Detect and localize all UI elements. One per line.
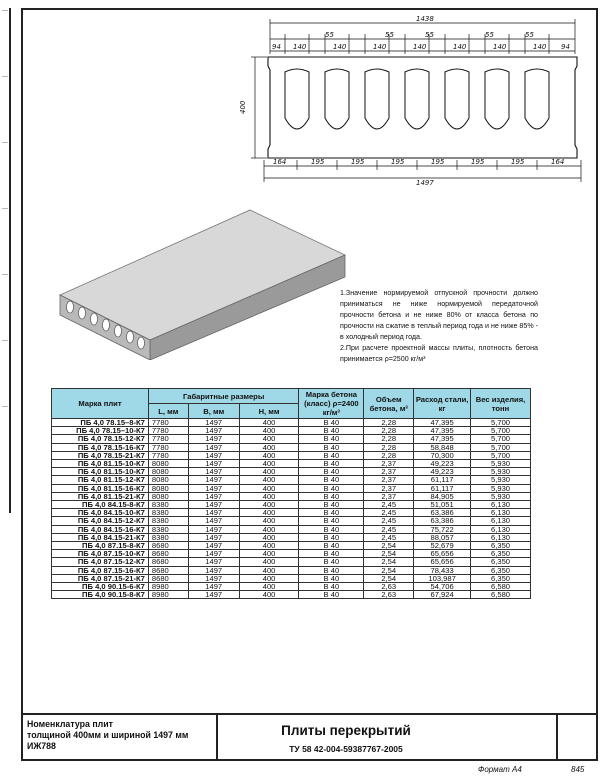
- table-cell: 1497: [188, 460, 239, 468]
- table-cell: 2,45: [364, 509, 414, 517]
- table-cell: 8380: [148, 509, 188, 517]
- table-cell: 400: [239, 574, 299, 582]
- table-cell: 400: [239, 591, 299, 599]
- table-cell: В 40: [299, 492, 364, 500]
- table-cell: В 40: [299, 484, 364, 492]
- table-cell: ПБ 4,0 84.15-16-К7: [52, 525, 149, 533]
- table-cell: 5,930: [471, 492, 531, 500]
- table-cell: В 40: [299, 558, 364, 566]
- table-cell: 5,930: [471, 460, 531, 468]
- table-cell: 5,700: [471, 427, 531, 435]
- table-cell: 2,28: [364, 419, 414, 427]
- table-cell: 1497: [188, 443, 239, 451]
- table-cell: 6,350: [471, 574, 531, 582]
- table-cell: 6,350: [471, 542, 531, 550]
- table-cell: 1497: [188, 427, 239, 435]
- dim-top: 140: [293, 43, 307, 51]
- table-cell: 61,117: [414, 476, 471, 484]
- table-cell: ПБ 4,0 81.15-10-К7: [52, 460, 149, 468]
- table-body: [52, 419, 531, 599]
- table-cell: 7780: [148, 427, 188, 435]
- table-cell: 8080: [148, 460, 188, 468]
- table-cell: 52,679: [414, 542, 471, 550]
- notes-block: [340, 288, 538, 365]
- table-cell: 2,28: [364, 443, 414, 451]
- table-cell: 2,37: [364, 484, 414, 492]
- table-cell: 8080: [148, 476, 188, 484]
- table-cell: 61,117: [414, 484, 471, 492]
- table-cell: ПБ 4,0 90.15-8-К7: [52, 591, 149, 599]
- table-cell: ПБ 4,0 84.15-12-К7: [52, 517, 149, 525]
- table-cell: ПБ 4,0 87.15-16-К7: [52, 566, 149, 574]
- table-cell: 1497: [188, 509, 239, 517]
- table-cell: 2,37: [364, 492, 414, 500]
- table-cell: В 40: [299, 583, 364, 591]
- table-cell: ПБ 4,0 87.15-8-К7: [52, 542, 149, 550]
- table-cell: 5,700: [471, 451, 531, 459]
- table-cell: 6,580: [471, 583, 531, 591]
- table-cell: 1497: [188, 517, 239, 525]
- description-line-1: Номенклатура плит: [27, 719, 113, 729]
- table-cell: 400: [239, 451, 299, 459]
- table-cell: ПБ 4,0 78.15-21-К7: [52, 451, 149, 459]
- table-cell: ПБ 4,0 81.15-12-К7: [52, 476, 149, 484]
- table-cell: ПБ 4,0 87.15-10-К7: [52, 550, 149, 558]
- table-cell: 49,223: [414, 468, 471, 476]
- table-cell: 7780: [148, 419, 188, 427]
- table-cell: 5,930: [471, 484, 531, 492]
- cross-section-drawing: [233, 14, 593, 186]
- header-weight: Вес изделия, тонн: [471, 389, 531, 419]
- dim-gap: 55: [325, 31, 334, 39]
- table-cell: 5,700: [471, 435, 531, 443]
- table-cell: 2,54: [364, 542, 414, 550]
- table-cell: 7780: [148, 435, 188, 443]
- table-cell: 1497: [188, 484, 239, 492]
- table-cell: 8380: [148, 517, 188, 525]
- table-row: [52, 476, 531, 484]
- table-cell: 8080: [148, 492, 188, 500]
- table-cell: 1497: [188, 542, 239, 550]
- dim-bottom: 164: [551, 158, 565, 166]
- table-cell: 1497: [188, 558, 239, 566]
- table-cell: В 40: [299, 501, 364, 509]
- table-cell: 5,700: [471, 443, 531, 451]
- table-cell: 6,580: [471, 591, 531, 599]
- dim-top: 94: [561, 43, 570, 51]
- specification-table: [51, 388, 531, 599]
- table-cell: 2,63: [364, 583, 414, 591]
- table-cell: 400: [239, 525, 299, 533]
- table-cell: 2,45: [364, 533, 414, 541]
- table-cell: 400: [239, 583, 299, 591]
- table-cell: 1497: [188, 419, 239, 427]
- table-cell: В 40: [299, 509, 364, 517]
- table-cell: 8380: [148, 501, 188, 509]
- table-cell: 400: [239, 533, 299, 541]
- table-cell: 63,386: [414, 517, 471, 525]
- table-cell: 400: [239, 468, 299, 476]
- table-cell: 7780: [148, 451, 188, 459]
- table-cell: 2,37: [364, 460, 414, 468]
- table-cell: 47,395: [414, 419, 471, 427]
- table-cell: 58,848: [414, 443, 471, 451]
- table-cell: ПБ 4,0 84.15-10-К7: [52, 509, 149, 517]
- dim-bottom: 195: [431, 158, 445, 166]
- header-b: B, мм: [188, 404, 239, 419]
- table-cell: 8980: [148, 591, 188, 599]
- table-cell: 2,37: [364, 468, 414, 476]
- table-cell: 1497: [188, 435, 239, 443]
- table-cell: 6,350: [471, 550, 531, 558]
- table-cell: 8680: [148, 558, 188, 566]
- table-cell: В 40: [299, 542, 364, 550]
- table-cell: В 40: [299, 566, 364, 574]
- table-cell: 6,350: [471, 558, 531, 566]
- table-cell: В 40: [299, 476, 364, 484]
- dim-height: 400: [239, 100, 247, 114]
- table-cell: 65,656: [414, 558, 471, 566]
- table-cell: 103,987: [414, 574, 471, 582]
- table-cell: 400: [239, 542, 299, 550]
- table-cell: 67,924: [414, 591, 471, 599]
- table-cell: 1497: [188, 566, 239, 574]
- table-row: [52, 517, 531, 525]
- table-cell: ПБ 4,0 78.15–8-К7: [52, 419, 149, 427]
- header-volume: Объем бетона, м³: [364, 389, 414, 419]
- table-cell: 1497: [188, 468, 239, 476]
- table-cell: 6,130: [471, 501, 531, 509]
- table-cell: 2,45: [364, 525, 414, 533]
- table-cell: 400: [239, 492, 299, 500]
- table-cell: 6,130: [471, 533, 531, 541]
- table-cell: В 40: [299, 427, 364, 435]
- dim-total-top: 1438: [416, 15, 434, 23]
- description-line-2: толщиной 400мм и шириной 1497 мм: [27, 730, 189, 740]
- table-cell: 1497: [188, 525, 239, 533]
- dim-top: 140: [413, 43, 427, 51]
- table-cell: 8380: [148, 533, 188, 541]
- table-cell: В 40: [299, 468, 364, 476]
- table-cell: ПБ 4,0 78.15-12-К7: [52, 435, 149, 443]
- table-cell: 49,223: [414, 460, 471, 468]
- table-cell: 2,54: [364, 574, 414, 582]
- dim-top: 140: [533, 43, 547, 51]
- header-concrete: Марка бетона (класс) ρ=2400 кг/м³: [299, 389, 364, 419]
- table-cell: В 40: [299, 591, 364, 599]
- page-number: 845: [571, 765, 585, 774]
- table-cell: ПБ 4,0 81.15-16-К7: [52, 484, 149, 492]
- dim-bottom: 195: [471, 158, 485, 166]
- table-cell: ПБ 4,0 87.15-21-К7: [52, 574, 149, 582]
- dim-gap: 55: [425, 31, 434, 39]
- table-cell: 2,28: [364, 427, 414, 435]
- table-cell: В 40: [299, 435, 364, 443]
- binding-marks: [2, 10, 8, 480]
- table-cell: 400: [239, 427, 299, 435]
- table-cell: 51,051: [414, 501, 471, 509]
- table-cell: 84,905: [414, 492, 471, 500]
- table-cell: ПБ 4,0 81.15-21-К7: [52, 492, 149, 500]
- table-cell: 1497: [188, 533, 239, 541]
- dim-gap: 55: [485, 31, 494, 39]
- format-label: Формат А4: [478, 765, 522, 774]
- table-cell: 6,350: [471, 566, 531, 574]
- table-cell: ПБ 4,0 78.15–10-К7: [52, 427, 149, 435]
- table-cell: 54,706: [414, 583, 471, 591]
- table-cell: 75,722: [414, 525, 471, 533]
- table-cell: 1497: [188, 492, 239, 500]
- table-cell: ПБ 4,0 90.15-6-К7: [52, 583, 149, 591]
- table-cell: В 40: [299, 451, 364, 459]
- table-cell: 1497: [188, 501, 239, 509]
- table-cell: 1497: [188, 574, 239, 582]
- document-title: Плиты перекрытий: [281, 723, 411, 738]
- table-cell: 7780: [148, 443, 188, 451]
- table-cell: ПБ 4,0 84.15-8-К7: [52, 501, 149, 509]
- table-cell: 6,130: [471, 525, 531, 533]
- table-cell: 8680: [148, 566, 188, 574]
- dim-top: 140: [333, 43, 347, 51]
- table-cell: 400: [239, 558, 299, 566]
- table-row: [52, 591, 531, 599]
- table-cell: 400: [239, 566, 299, 574]
- binding-margin-line: [9, 8, 11, 513]
- table-cell: 70,300: [414, 451, 471, 459]
- table-cell: 63,386: [414, 509, 471, 517]
- sheet-cell: [556, 715, 598, 761]
- table-cell: 2,28: [364, 435, 414, 443]
- table-cell: 400: [239, 501, 299, 509]
- table-cell: 8080: [148, 484, 188, 492]
- title-block-description: [21, 715, 218, 761]
- table-cell: В 40: [299, 574, 364, 582]
- dim-bottom: 195: [511, 158, 525, 166]
- table-cell: 1497: [188, 476, 239, 484]
- table-cell: В 40: [299, 460, 364, 468]
- table-cell: 400: [239, 484, 299, 492]
- dim-top: 94: [272, 43, 281, 51]
- table-cell: 400: [239, 476, 299, 484]
- table-cell: ПБ 4,0 84.15-21-К7: [52, 533, 149, 541]
- table-cell: ПБ 4,0 78.15-16-К7: [52, 443, 149, 451]
- dim-gap: 55: [525, 31, 534, 39]
- table-cell: В 40: [299, 550, 364, 558]
- table-cell: ПБ 4,0 81.15-10-К7: [52, 468, 149, 476]
- table-cell: 78,433: [414, 566, 471, 574]
- table-cell: 5,700: [471, 419, 531, 427]
- table-cell: 2,54: [364, 566, 414, 574]
- dim-bottom: 195: [391, 158, 405, 166]
- table-cell: 2,45: [364, 501, 414, 509]
- header-mark: Марка плит: [52, 389, 149, 419]
- table-cell: В 40: [299, 533, 364, 541]
- table-cell: 8680: [148, 574, 188, 582]
- dim-bottom: 164: [273, 158, 287, 166]
- table-cell: 5,930: [471, 468, 531, 476]
- slab-isometric-view: [50, 205, 350, 360]
- dim-top: 140: [373, 43, 387, 51]
- dim-top: 140: [453, 43, 467, 51]
- table-cell: 400: [239, 460, 299, 468]
- table-cell: 1497: [188, 451, 239, 459]
- table-row: [52, 435, 531, 443]
- table-cell: 400: [239, 443, 299, 451]
- description-line-3: ИЖ788: [27, 741, 56, 751]
- dim-total-bottom: 1497: [416, 179, 434, 186]
- table-cell: В 40: [299, 419, 364, 427]
- dim-gap: 55: [385, 31, 394, 39]
- document-code: ТУ 58 42-004-59387767-2005: [289, 744, 403, 754]
- table-cell: 400: [239, 419, 299, 427]
- table-cell: 2,54: [364, 550, 414, 558]
- table-cell: 2,63: [364, 591, 414, 599]
- table-cell: 400: [239, 509, 299, 517]
- table-cell: 8680: [148, 550, 188, 558]
- table-cell: 6,130: [471, 509, 531, 517]
- table-cell: 2,54: [364, 558, 414, 566]
- table-cell: 6,130: [471, 517, 531, 525]
- table-cell: 65,656: [414, 550, 471, 558]
- table-cell: В 40: [299, 517, 364, 525]
- table-cell: 400: [239, 517, 299, 525]
- header-dims: Габаритные размеры: [148, 389, 299, 404]
- table-cell: 88,057: [414, 533, 471, 541]
- header-steel: Расход стали, кг: [414, 389, 471, 419]
- table-cell: 5,930: [471, 476, 531, 484]
- table-cell: 47,395: [414, 435, 471, 443]
- table-cell: 400: [239, 435, 299, 443]
- note-1: 1.Значение нормируемой отпускной прочности должно приниматься не ниже нормируемой передаточной прочности бетона и не ниже 80% от класса бетона по прочности на сжатие в теплый период года и не ниже 85% - в холодный период года.: [340, 289, 538, 341]
- table-cell: 8380: [148, 525, 188, 533]
- table-cell: 2,28: [364, 451, 414, 459]
- table-row: [52, 558, 531, 566]
- title-block: [21, 713, 598, 761]
- table-cell: 1497: [188, 583, 239, 591]
- table-cell: В 40: [299, 443, 364, 451]
- dim-top: 140: [493, 43, 507, 51]
- dim-bottom: 195: [351, 158, 365, 166]
- table-cell: 1497: [188, 550, 239, 558]
- header-l: L, мм: [148, 404, 188, 419]
- table-cell: 8680: [148, 542, 188, 550]
- table-cell: В 40: [299, 525, 364, 533]
- table-cell: ПБ 4,0 87.15-12-К7: [52, 558, 149, 566]
- table-cell: 47,395: [414, 427, 471, 435]
- table-cell: 1497: [188, 591, 239, 599]
- table-cell: 2,45: [364, 517, 414, 525]
- table-cell: 8080: [148, 468, 188, 476]
- dim-bottom: 195: [311, 158, 325, 166]
- table-cell: 8980: [148, 583, 188, 591]
- header-h: H, мм: [239, 404, 299, 419]
- table-cell: 400: [239, 550, 299, 558]
- note-2: 2.При расчете проектной массы плиты, плотность бетона принимается ρ=2500 кг/м³: [340, 344, 538, 363]
- table-cell: 2,37: [364, 476, 414, 484]
